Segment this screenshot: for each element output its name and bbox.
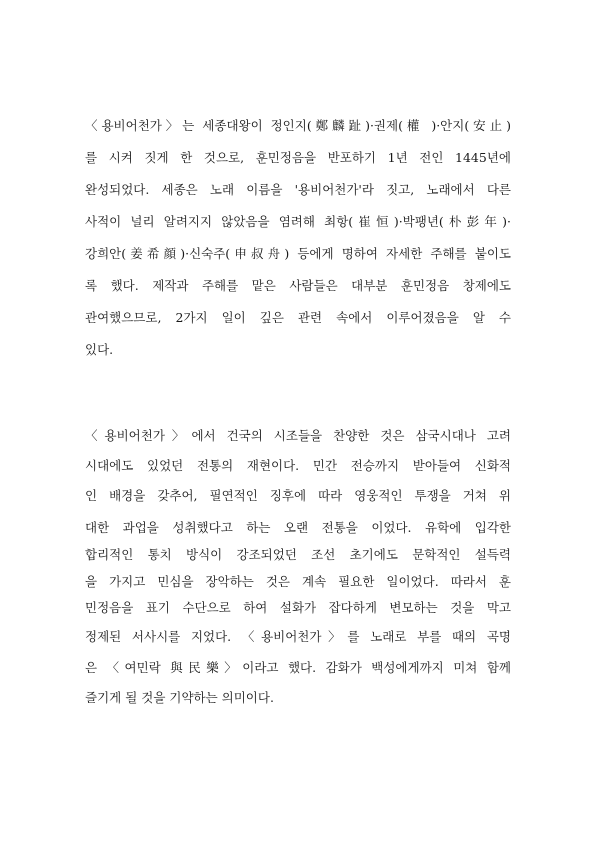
paragraph-line: 즐기게 될 것을 기약하는 의미이다. [85,690,274,705]
paragraph-line: 록 했다. 제작과 주해를 맡은 사람들은 대부분 훈민정음 창제에도 [85,278,511,293]
paragraph-line: 정제된 서사시를 지었다. 〈용비어천가〉를 노래로 부를 때의 곡명 [85,629,511,644]
paragraph-line: 합리적인 통치 방식이 강조되었던 조선 초기에도 문학적인 설득력 [85,547,511,562]
paragraph-line: 은 〈여민락 與民樂〉이라고 했다. 감화가 백성에게까지 미쳐 함께 [85,660,511,675]
paragraph-line: 사적이 널리 알려지지 않았음을 염려해 최항(崔恒)·박팽년(朴彭年)· [85,214,511,229]
paragraph-line: 관여했으므로, 2가지 일이 깊은 관련 속에서 이루어졌음을 알 수 [85,310,511,325]
paragraph-line: 대한 과업을 성취했다고 하는 오랜 전통을 이었다. 유학에 입각한 [85,520,511,535]
paragraph-line: 를 시켜 짓게 한 것으로, 훈민정음을 반포하기 1년 전인 1445년에 [85,150,511,165]
paragraph-line: 시대에도 있었던 전통의 재현이다. 민간 전승까지 받아들여 신화적 [85,458,511,473]
paragraph-line: 민정음을 표기 수단으로 하여 설화가 잡다하게 변모하는 것을 막고 [85,600,511,615]
paragraph-line: 있다. [85,342,114,357]
paragraph-line: 완성되었다. 세종은 노래 이름을 '용비어천가'라 짓고, 노래에서 다른 [85,182,511,197]
paragraph-line: 강희안(姜希顔)·신숙주(申叔舟) 등에게 명하여 자세한 주해를 붙이도 [85,246,511,261]
paragraph-line: 인 배경을 갖추어, 필연적인 징후에 따라 영웅적인 투쟁을 거쳐 위 [85,488,511,503]
paragraph-line: 〈용비어천가〉에서 건국의 시조들을 찬양한 것은 삼국시대나 고려 [85,428,511,443]
paragraph-line: 〈용비어천가〉는 세종대왕이 정인지(鄭麟趾)·권제(權 )·안지(安止) [85,118,511,133]
paragraph-line: 을 가지고 민심을 장악하는 것은 계속 필요한 일이었다. 따라서 훈 [85,574,511,589]
